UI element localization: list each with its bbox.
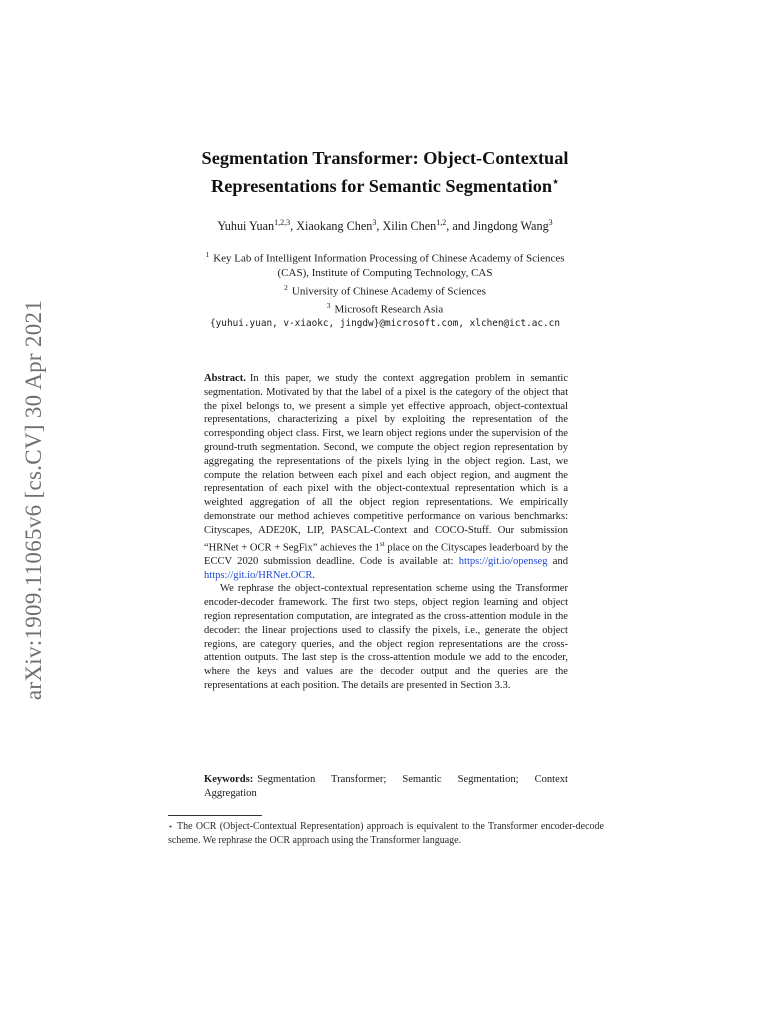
keywords-text: Segmentation Transformer; Semantic Segmentation; Context Aggregation [204, 774, 568, 799]
keywords-label: Keywords: [204, 774, 254, 785]
title-line-1: Segmentation Transformer: Object-Contextual [201, 148, 569, 168]
title-star: ⋆ [552, 176, 559, 188]
arxiv-id-stamp: arXiv:1909.11065v6 [cs.CV] 30 Apr 2021 [21, 299, 46, 701]
affiliation-line: (CAS), Institute of Computing Technology, CAS [277, 267, 493, 280]
openseg-link[interactable]: https://git.io/openseg [458, 555, 548, 567]
footnote-text: The OCR (Object-Contextual Representation) approach is equivalent to the Transformer encoder-decode scheme. We rephrase the OCR approach using the Transformer language. [168, 821, 604, 846]
hrnet-ocr-link[interactable]: https://git.io/HRNet.OCR [204, 569, 313, 581]
footnote-mark: ⋆ [168, 822, 174, 831]
author: Xiaokang Chen$^3$, [296, 218, 383, 234]
affiliation-line: $^3$ Microsoft Research Asia [326, 301, 444, 316]
title-line-2-text: Representations for Semantic Segmentation [211, 176, 553, 197]
author: Xilin Chen$^{1,2}$, and [382, 218, 474, 234]
affiliations [170, 248, 600, 332]
abstract-paragraph-2: We rephrase the object-contextual representation scheme using the Transformer encoder-decoder framework. The first two steps, object region learning and object region representation computation, are integrated as the cross-attention module in the decoder: the linear projections used to classify the pixels, i.e., generate the object regions, are category queries, and the object region representations are the cross-attention outputs. The last step is the cross-attention module we add to the encoder, where the keys and values are the decoder output and the queries are the representations at each position. The details are presented in Section 3.3. [204, 583, 568, 692]
author: Yuhui Yuan$^{1,2,3}$, [217, 218, 297, 234]
abstract-label: Abstract. [204, 373, 246, 384]
author: Jingdong Wang$^3$ [473, 218, 553, 234]
keywords [204, 773, 568, 801]
footnote [168, 820, 604, 847]
author-list [140, 218, 630, 234]
paper-title [160, 146, 610, 198]
abstract-paragraph-1: Abstract. In this paper, we study the context aggregation problem in semantic segmentation. Motivated by that the label of a pixel is the category of the object that the pixel belongs to, we present a simple yet effective approach, object-contextual representations, characterizing a pixel by exploiting the representation of the corresponding object class. First, we learn object regions under the supervision of the ground-truth segmentation. Second, we compute the object region representation by aggregating the representations of the pixels lying in the object region. Last, we compute the relation between each pixel and each object region, and augment the representation of each pixel with the object-contextual representation which is a weighted aggregation of all the object region representations. We empirically demonstrate our method achieves competitive performance on various benchmarks: Cityscapes, ADE20K, LIP, PASCAL-Context and COCO-Stuff. Our submission “HRNet + OCR + SegFix” achieves the 1st place on the Cityscapes leaderboard by the ECCV 2020 submission deadline. Code is available at: https://git.io/openseg and https://git.io/HRNet.OCR. [204, 373, 568, 581]
title-line-2 [160, 170, 610, 198]
affiliation-line: $^1$ Key Lab of Intelligent Information Processing of Chinese Academy of Sciences [205, 250, 565, 265]
author-emails: {yuhui.yuan, v-xiaokc, jingdw}@microsoft.com, xlchen@ict.ac.cn [210, 318, 560, 330]
abstract [204, 372, 568, 693]
affiliation-line: $^2$ University of Chinese Academy of Sciences [284, 282, 486, 298]
footnote-divider [168, 815, 262, 816]
arxiv-sidebar [8, 270, 60, 730]
